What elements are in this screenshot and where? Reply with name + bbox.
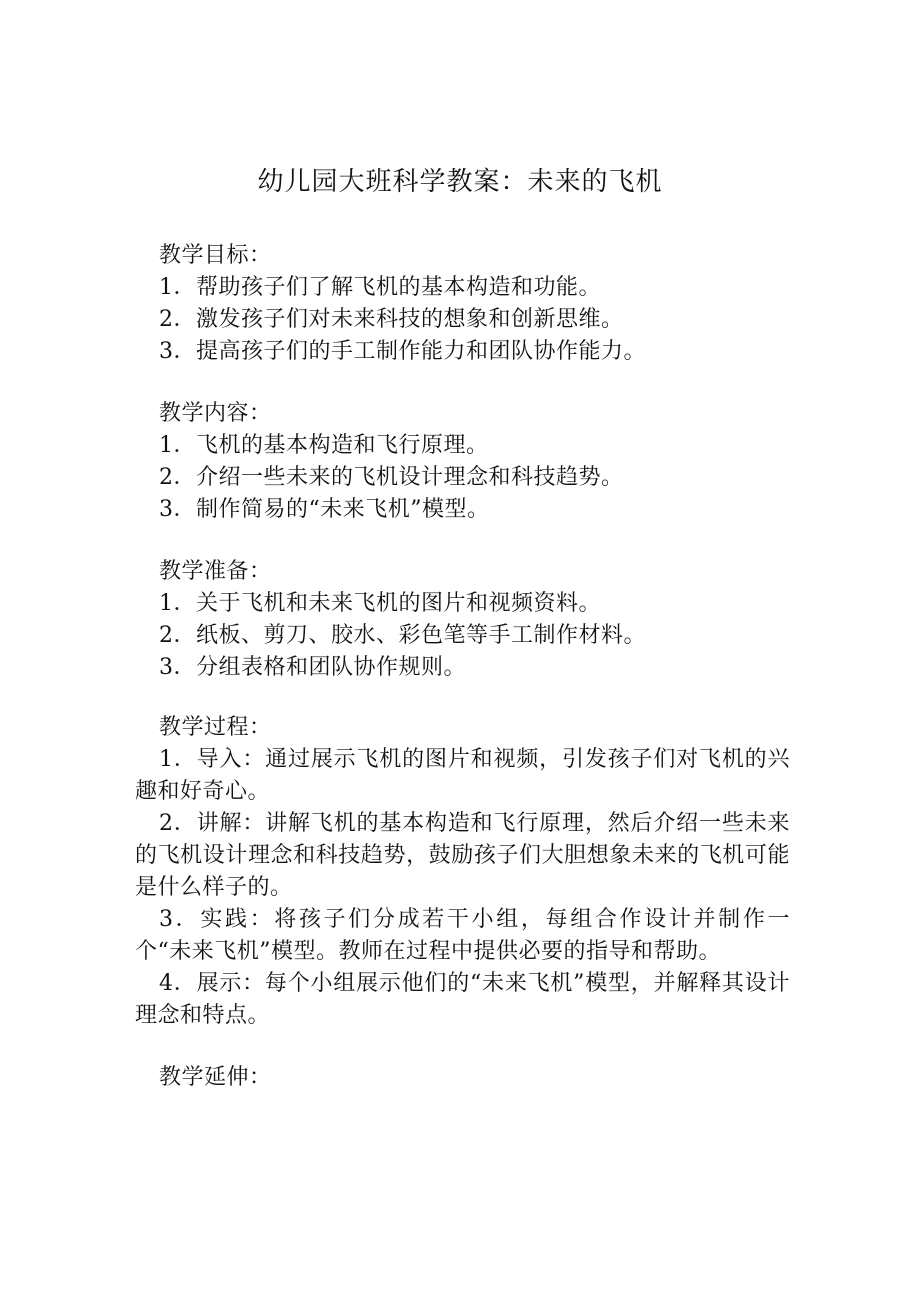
list-item: 2．纸板、剪刀、胶水、彩色笔等手工制作材料。 xyxy=(159,623,646,648)
list-item: 1．关于飞机和未来飞机的图片和视频资料。 xyxy=(159,591,601,616)
section-content xyxy=(135,398,790,526)
section-heading: 教学目标： xyxy=(159,243,272,268)
list-item: 3．分组表格和团队协作规则。 xyxy=(159,655,466,680)
list-item: 3．制作简易的“未来飞机”模型。 xyxy=(159,497,490,522)
list-item: 2．激发孩子们对未来科技的想象和创新思维。 xyxy=(159,307,624,332)
list-item: 2．介绍一些未来的飞机设计理念和科技趋势。 xyxy=(159,465,624,490)
section-heading: 教学延伸： xyxy=(159,1065,272,1090)
list-item: 1．飞机的基本构造和飞行原理。 xyxy=(159,433,489,458)
section-heading: 教学过程： xyxy=(159,715,272,740)
list-item: 3．提高孩子们的手工制作能力和团队协作能力。 xyxy=(159,339,646,364)
process-paragraph: 2．讲解：讲解飞机的基本构造和飞行原理，然后介绍一些未来的飞机设计理念和科技趋势，鼓励孩子们大胆想象未来的飞机可能是什么样子的。 xyxy=(135,811,790,900)
list-item: 1．帮助孩子们了解飞机的基本构造和功能。 xyxy=(159,275,601,300)
process-paragraph: 4．展示：每个小组展示他们的“未来飞机”模型，并解释其设计理念和特点。 xyxy=(135,971,790,1028)
process-paragraph: 1．导入：通过展示飞机的图片和视频，引发孩子们对飞机的兴趣和好奇心。 xyxy=(135,747,790,804)
section-process xyxy=(135,712,790,1032)
section-preparation xyxy=(135,556,790,684)
section-extension xyxy=(135,1062,790,1094)
process-paragraph: 3．实践：将孩子们分成若干小组，每组合作设计并制作一个“未来飞机”模型。教师在过程中提供必要的指导和帮助。 xyxy=(135,907,790,964)
section-heading: 教学内容： xyxy=(159,401,272,426)
page-title: 幼儿园大班科学教案：未来的飞机 xyxy=(257,167,663,197)
section-objectives xyxy=(135,240,790,368)
section-heading: 教学准备： xyxy=(159,559,272,584)
